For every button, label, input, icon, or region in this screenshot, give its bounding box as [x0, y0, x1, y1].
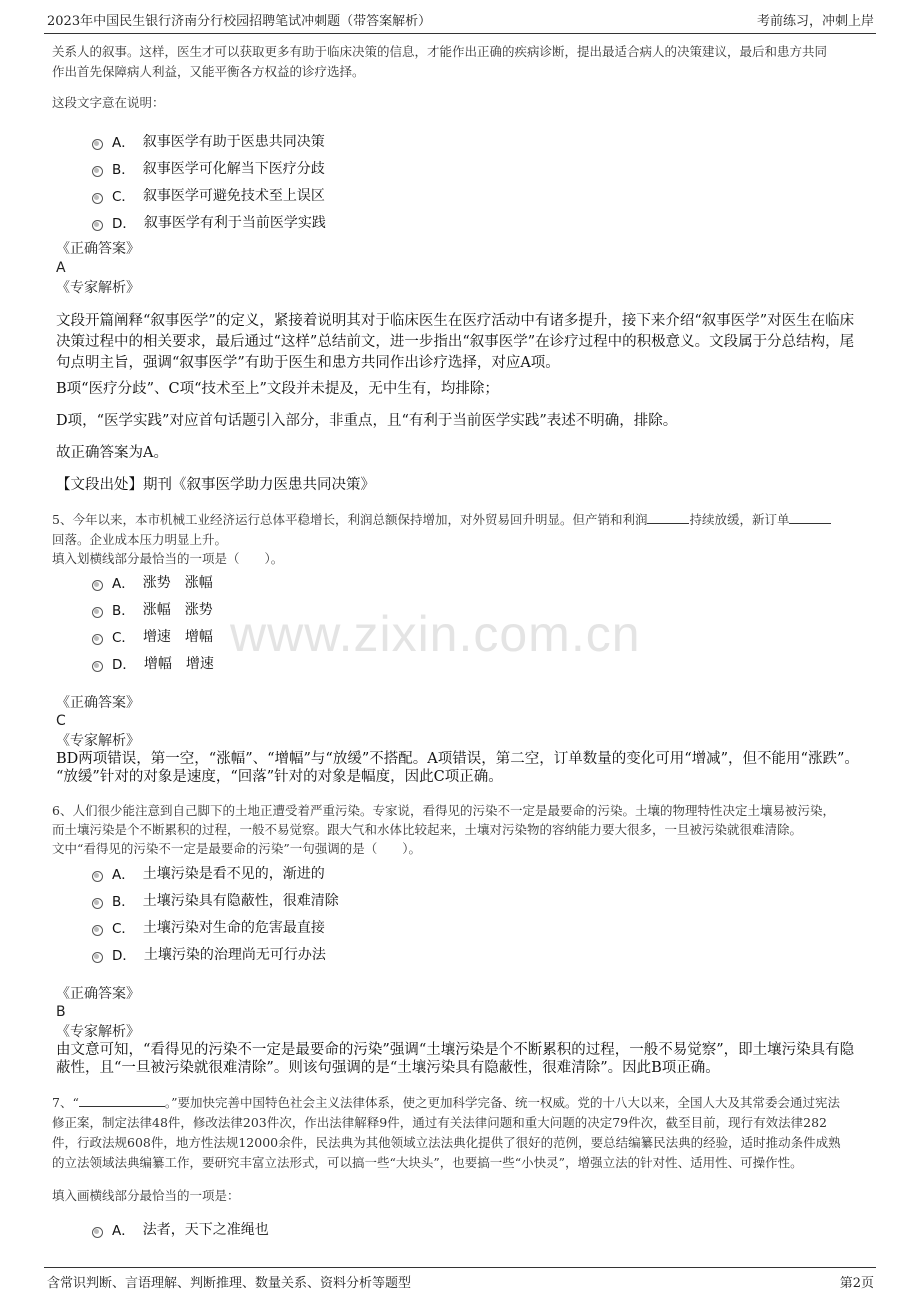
- radio-icon[interactable]: [92, 139, 103, 150]
- q5-analysis-label: 《专家解析》: [56, 733, 140, 749]
- q6-answer: B: [56, 1004, 66, 1020]
- q4-option-c[interactable]: C． 叙事医学可避免技术至上误区: [92, 185, 325, 205]
- radio-icon[interactable]: [92, 871, 103, 882]
- footer-divider: [44, 1267, 876, 1268]
- q5-stem: 填入划横线部分最恰当的一项是（ ）。: [52, 551, 284, 566]
- q4-option-b[interactable]: B． 叙事医学可化解当下医疗分歧: [92, 158, 325, 178]
- radio-icon[interactable]: [92, 166, 103, 177]
- radio-icon[interactable]: [92, 925, 103, 936]
- q7-line-2: 修正案，制定法律48件，修改法律203件次，作出法律解释9件，通过有关法律问题和重大问题的决定79件次，截至目前，现行有效法律282: [52, 1115, 827, 1130]
- radio-icon[interactable]: [92, 1227, 103, 1238]
- q4-analysis-line-3: 句点明主旨，强调“叙事医学”有助于医生和患方共同作出诊疗选择，对应A项。: [56, 355, 560, 371]
- q6-option-b[interactable]: B． 土壤污染具有隐蔽性，很难清除: [92, 890, 339, 910]
- header-divider: [44, 33, 876, 34]
- q5-option-b[interactable]: B． 涨幅 涨势: [92, 599, 213, 619]
- q4-stem: 这段文字意在说明：: [52, 95, 165, 110]
- q7-line-1: 7、“ 。”要加快完善中国特色社会主义法律体系，使之更加科学完备、统一权威。党的十八大以来，全国人大及其常委会通过宪法: [52, 1095, 840, 1110]
- q6-analysis-line-2: 蔽性，且“一旦被污染就很难清除”。则该句强调的是“土壤污染具有隐蔽性，很难清除”。因此B项正确。: [56, 1060, 720, 1076]
- q4-option-a[interactable]: A． 叙事医学有助于医患共同决策: [92, 131, 325, 151]
- q5-answer: C: [56, 713, 66, 729]
- q4-passage-line-2: 作出首先保障病人利益，又能平衡各方权益的诊疗选择。: [52, 64, 365, 79]
- q5-line-1: 5、今年以来，本市机械工业经济运行总体平稳增长，利润总额保持增加，对外贸易回升明显。但产销和利润 持续放缓，新订单: [52, 510, 831, 530]
- q5-analysis-line-2: “放缓”针对的对象是速度，“回落”针对的对象是幅度，因此C项正确。: [56, 769, 503, 785]
- q5-line-2: 回落。企业成本压力明显上升。: [52, 532, 228, 547]
- q4-analysis-line-1: 文段开篇阐释“叙事医学”的定义，紧接着说明其对于临床医生在医疗活动中有诸多提升，接下来介绍“叙事医学”对医生在临床: [56, 313, 855, 329]
- q7-line-4: 的立法领域法典编纂工作，要研究丰富立法形式，可以搞一些“大块头”，也要搞一些“小快灵”，增强立法的针对性、适用性、可操作性。: [52, 1155, 803, 1170]
- q4-passage-line-1: 关系人的叙事。这样，医生才可以获取更多有助于临床决策的信息，才能作出正确的疾病诊断，提出最适合病人的决策建议，最后和患方共同: [52, 44, 828, 59]
- radio-icon[interactable]: [92, 580, 103, 591]
- q5-blank-2[interactable]: [789, 523, 831, 524]
- q6-option-c[interactable]: C． 土壤污染对生命的危害最直接: [92, 917, 325, 937]
- q5-option-c[interactable]: C． 增速 增幅: [92, 626, 213, 646]
- q4-answer: A: [56, 260, 66, 276]
- q4-answer-label: 《正确答案》: [56, 241, 140, 257]
- q5-option-a[interactable]: A． 涨势 涨幅: [92, 572, 213, 592]
- page-header: [0, 0, 920, 34]
- q6-line-2: 而土壤污染是个不断累积的过程，一般不易觉察。跟大气和水体比较起来，土壤对污染物的容纳能力要大很多，一旦被污染就很难清除。: [52, 822, 803, 837]
- q5-analysis-line-1: BD两项错误，第一空，“涨幅”、“增幅”与“放缓”不搭配。A项错误，第二空，订单数量的变化可用“增减”，但不能用“涨跌”。: [56, 751, 859, 767]
- q6-stem: 文中“看得见的污染不一定是最要命的污染”一句强调的是（ ）。: [52, 841, 422, 856]
- radio-icon[interactable]: [92, 634, 103, 645]
- q6-option-a[interactable]: A． 土壤污染是看不见的，渐进的: [92, 863, 325, 883]
- q4-analysis-para-4: 故正确答案为A。: [56, 445, 168, 461]
- radio-icon[interactable]: [92, 607, 103, 618]
- q7-option-a[interactable]: A． 法者，天下之准绳也: [92, 1219, 269, 1239]
- radio-icon[interactable]: [92, 193, 103, 204]
- q7-blank[interactable]: [79, 1106, 165, 1107]
- footer-description: 含常识判断、言语理解、判断推理、数量关系、资料分析等题型: [47, 1276, 412, 1291]
- q4-option-d[interactable]: D． 叙事医学有利于当前医学实践: [92, 212, 326, 232]
- q4-analysis-line-2: 决策过程中的相关要求，最后通过“这样”总结前文，进一步指出“叙事医学”在诊疗过程中的积极意义。文段属于分总结构，尾: [56, 334, 855, 350]
- q6-line-1: 6、人们很少能注意到自己脚下的土地正遭受着严重污染。专家说，看得见的污染不一定是最要命的污染。土壤的物理特性决定土壤易被污染，: [52, 803, 835, 818]
- radio-icon[interactable]: [92, 898, 103, 909]
- q4-analysis-label: 《专家解析》: [56, 280, 140, 296]
- q6-analysis-label: 《专家解析》: [56, 1024, 140, 1040]
- q6-option-d[interactable]: D． 土壤污染的治理尚无可行办法: [92, 944, 326, 964]
- q5-blank-1[interactable]: [647, 523, 689, 524]
- radio-icon[interactable]: [92, 952, 103, 963]
- radio-icon[interactable]: [92, 661, 103, 672]
- q6-answer-label: 《正确答案》: [56, 986, 140, 1002]
- q7-stem: 填入画横线部分最恰当的一项是：: [52, 1188, 240, 1203]
- q4-source: 【文段出处】期刊《叙事医学助力医患共同决策》: [56, 477, 375, 493]
- q5-answer-label: 《正确答案》: [56, 695, 140, 711]
- page-number: 第2页: [839, 1276, 874, 1291]
- header-slogan: 考前练习，冲刺上岸: [756, 14, 874, 29]
- q4-analysis-para-2: B项“医疗分歧”、C项“技术至上”文段并未提及，无中生有，均排除；: [56, 381, 499, 397]
- radio-icon[interactable]: [92, 220, 103, 231]
- q5-option-d[interactable]: D． 增幅 增速: [92, 653, 214, 673]
- document-title: 2023年中国民生银行济南分行校园招聘笔试冲刺题（带答案解析）: [47, 14, 432, 29]
- q7-line-3: 件，行政法规608件，地方性法规12000余件，民法典为其他领域立法法典化提供了很好的范例，要总结编纂民法典的经验，适时推动条件成熟: [52, 1135, 841, 1150]
- q4-analysis-para-3: D项，“医学实践”对应首句话题引入部分，非重点，且“有利于当前医学实践”表述不明确，排除。: [56, 413, 678, 429]
- q6-analysis-line-1: 由文意可知，“看得见的污染不一定是最要命的污染”强调“土壤污染是个不断累积的过程，一般不易觉察”，即土壤污染具有隐: [56, 1042, 855, 1058]
- watermark: www.zixin.com.cn: [230, 606, 641, 662]
